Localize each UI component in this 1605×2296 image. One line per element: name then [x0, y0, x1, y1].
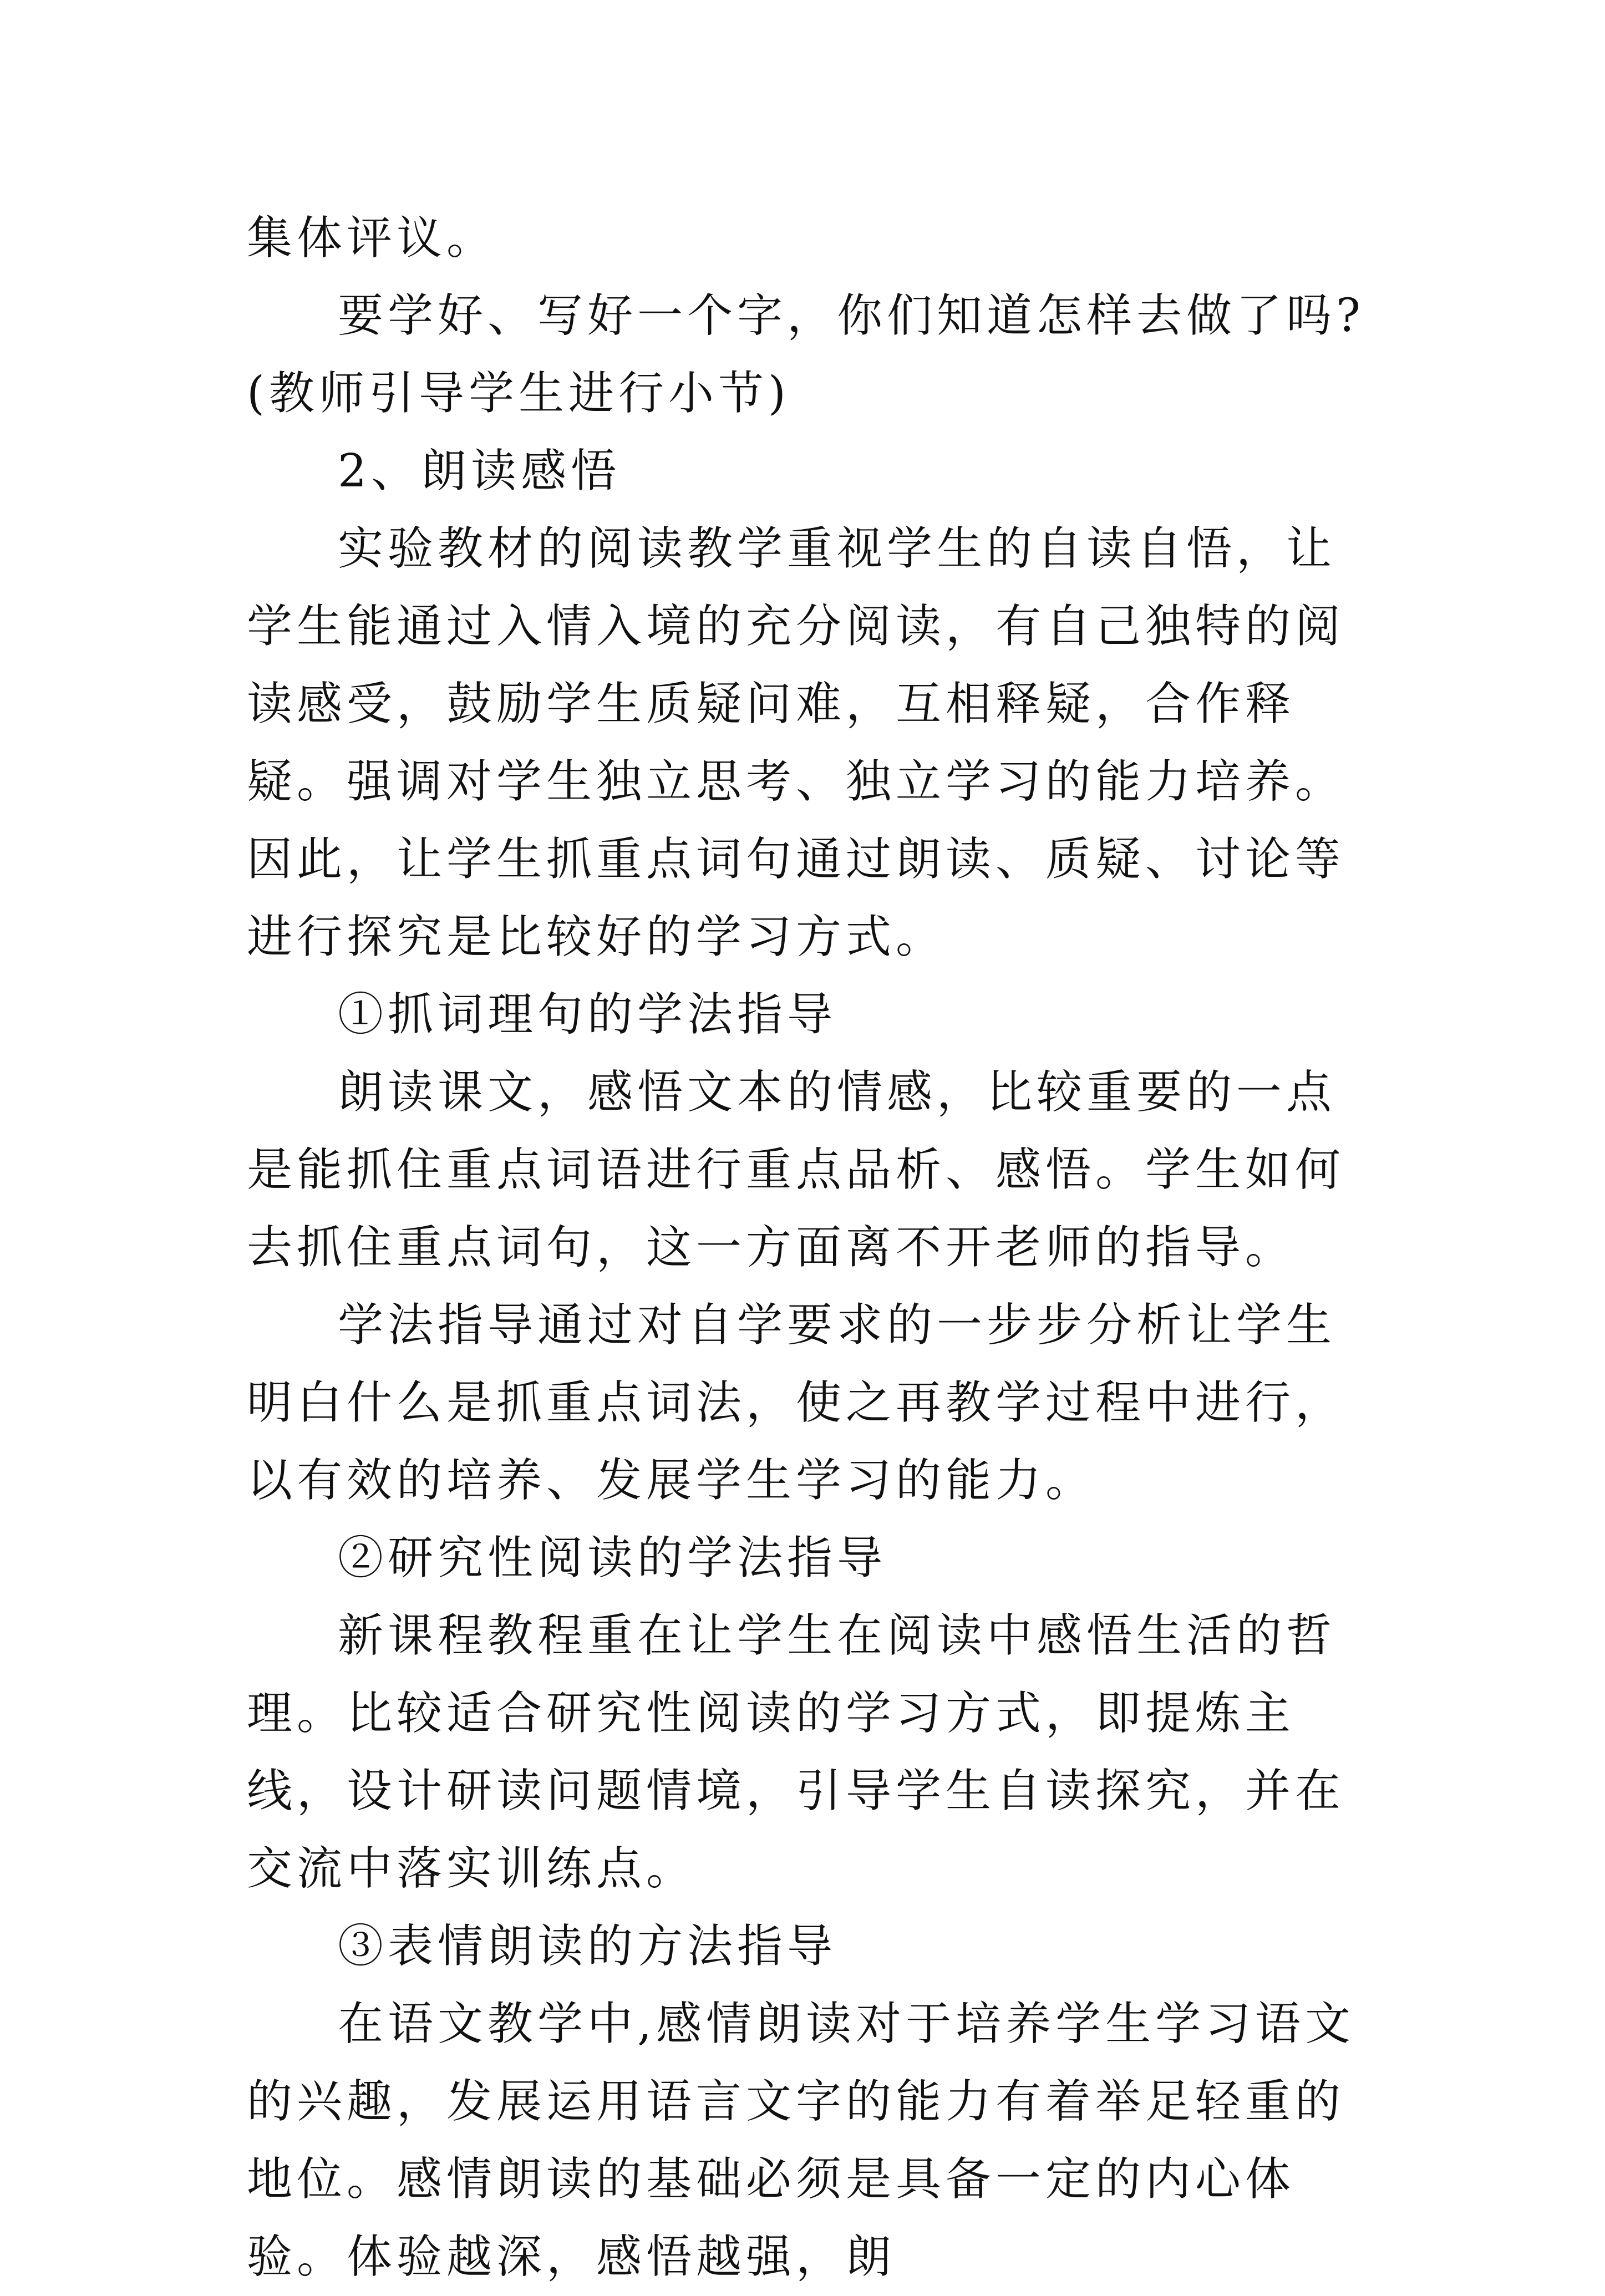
paragraph-7: 在语文教学中,感情朗读对于培养学生学习语文的兴趣，发展运用语言文字的能力有着举足轻重的地位。感情朗读的基础必须是具备一定的内心体验。体验越深，感悟越强，朗: [247, 1998, 1355, 2283]
paragraph-1: 集体评议。: [247, 212, 497, 265]
paragraph-4: 朗读课文，感悟文本的情感，比较重要的一点是能抓住重点词语进行重点品析、感悟。学生如何去抓住重点词句，这一方面离不开老师的指导。: [247, 1066, 1345, 1274]
section-heading-reading: 2、朗读感悟: [338, 445, 621, 497]
paragraph-2: 要学好、写好一个字，你们知道怎样去做了吗?(教师引导学生进行小节): [247, 289, 1365, 420]
paragraph-3: 实验教材的阅读教学重视学生的自读自悟，让学生能通过入情入境的充分阅读，有自己独特的阅读感受，鼓励学生质疑问难，互相释疑，合作释疑。强调对学生独立思考、独立学习的能力培养。因此，让学生抓重点词句通过朗读、质疑、讨论等进行探究是比较好的学习方式。: [247, 522, 1345, 963]
subheading-1: ①抓词理句的学法指导: [338, 988, 837, 1041]
subheading-2: ②研究性阅读的学法指导: [338, 1532, 887, 1584]
document-body: [247, 200, 1367, 2296]
paragraph-5: 学法指导通过对自学要求的一步步分析让学生明白什么是抓重点词法，使之再教学过程中进行，以有效的培养、发展学生学习的能力。: [247, 1299, 1345, 1507]
subheading-3: ③表情朗读的方法指导: [338, 1920, 837, 1973]
paragraph-6: 新课程教程重在让学生在阅读中感悟生活的哲理。比较适合研究性阅读的学习方式，即提炼主线，设计研读问题情境，引导学生自读探究，并在交流中落实训练点。: [247, 1609, 1345, 1895]
